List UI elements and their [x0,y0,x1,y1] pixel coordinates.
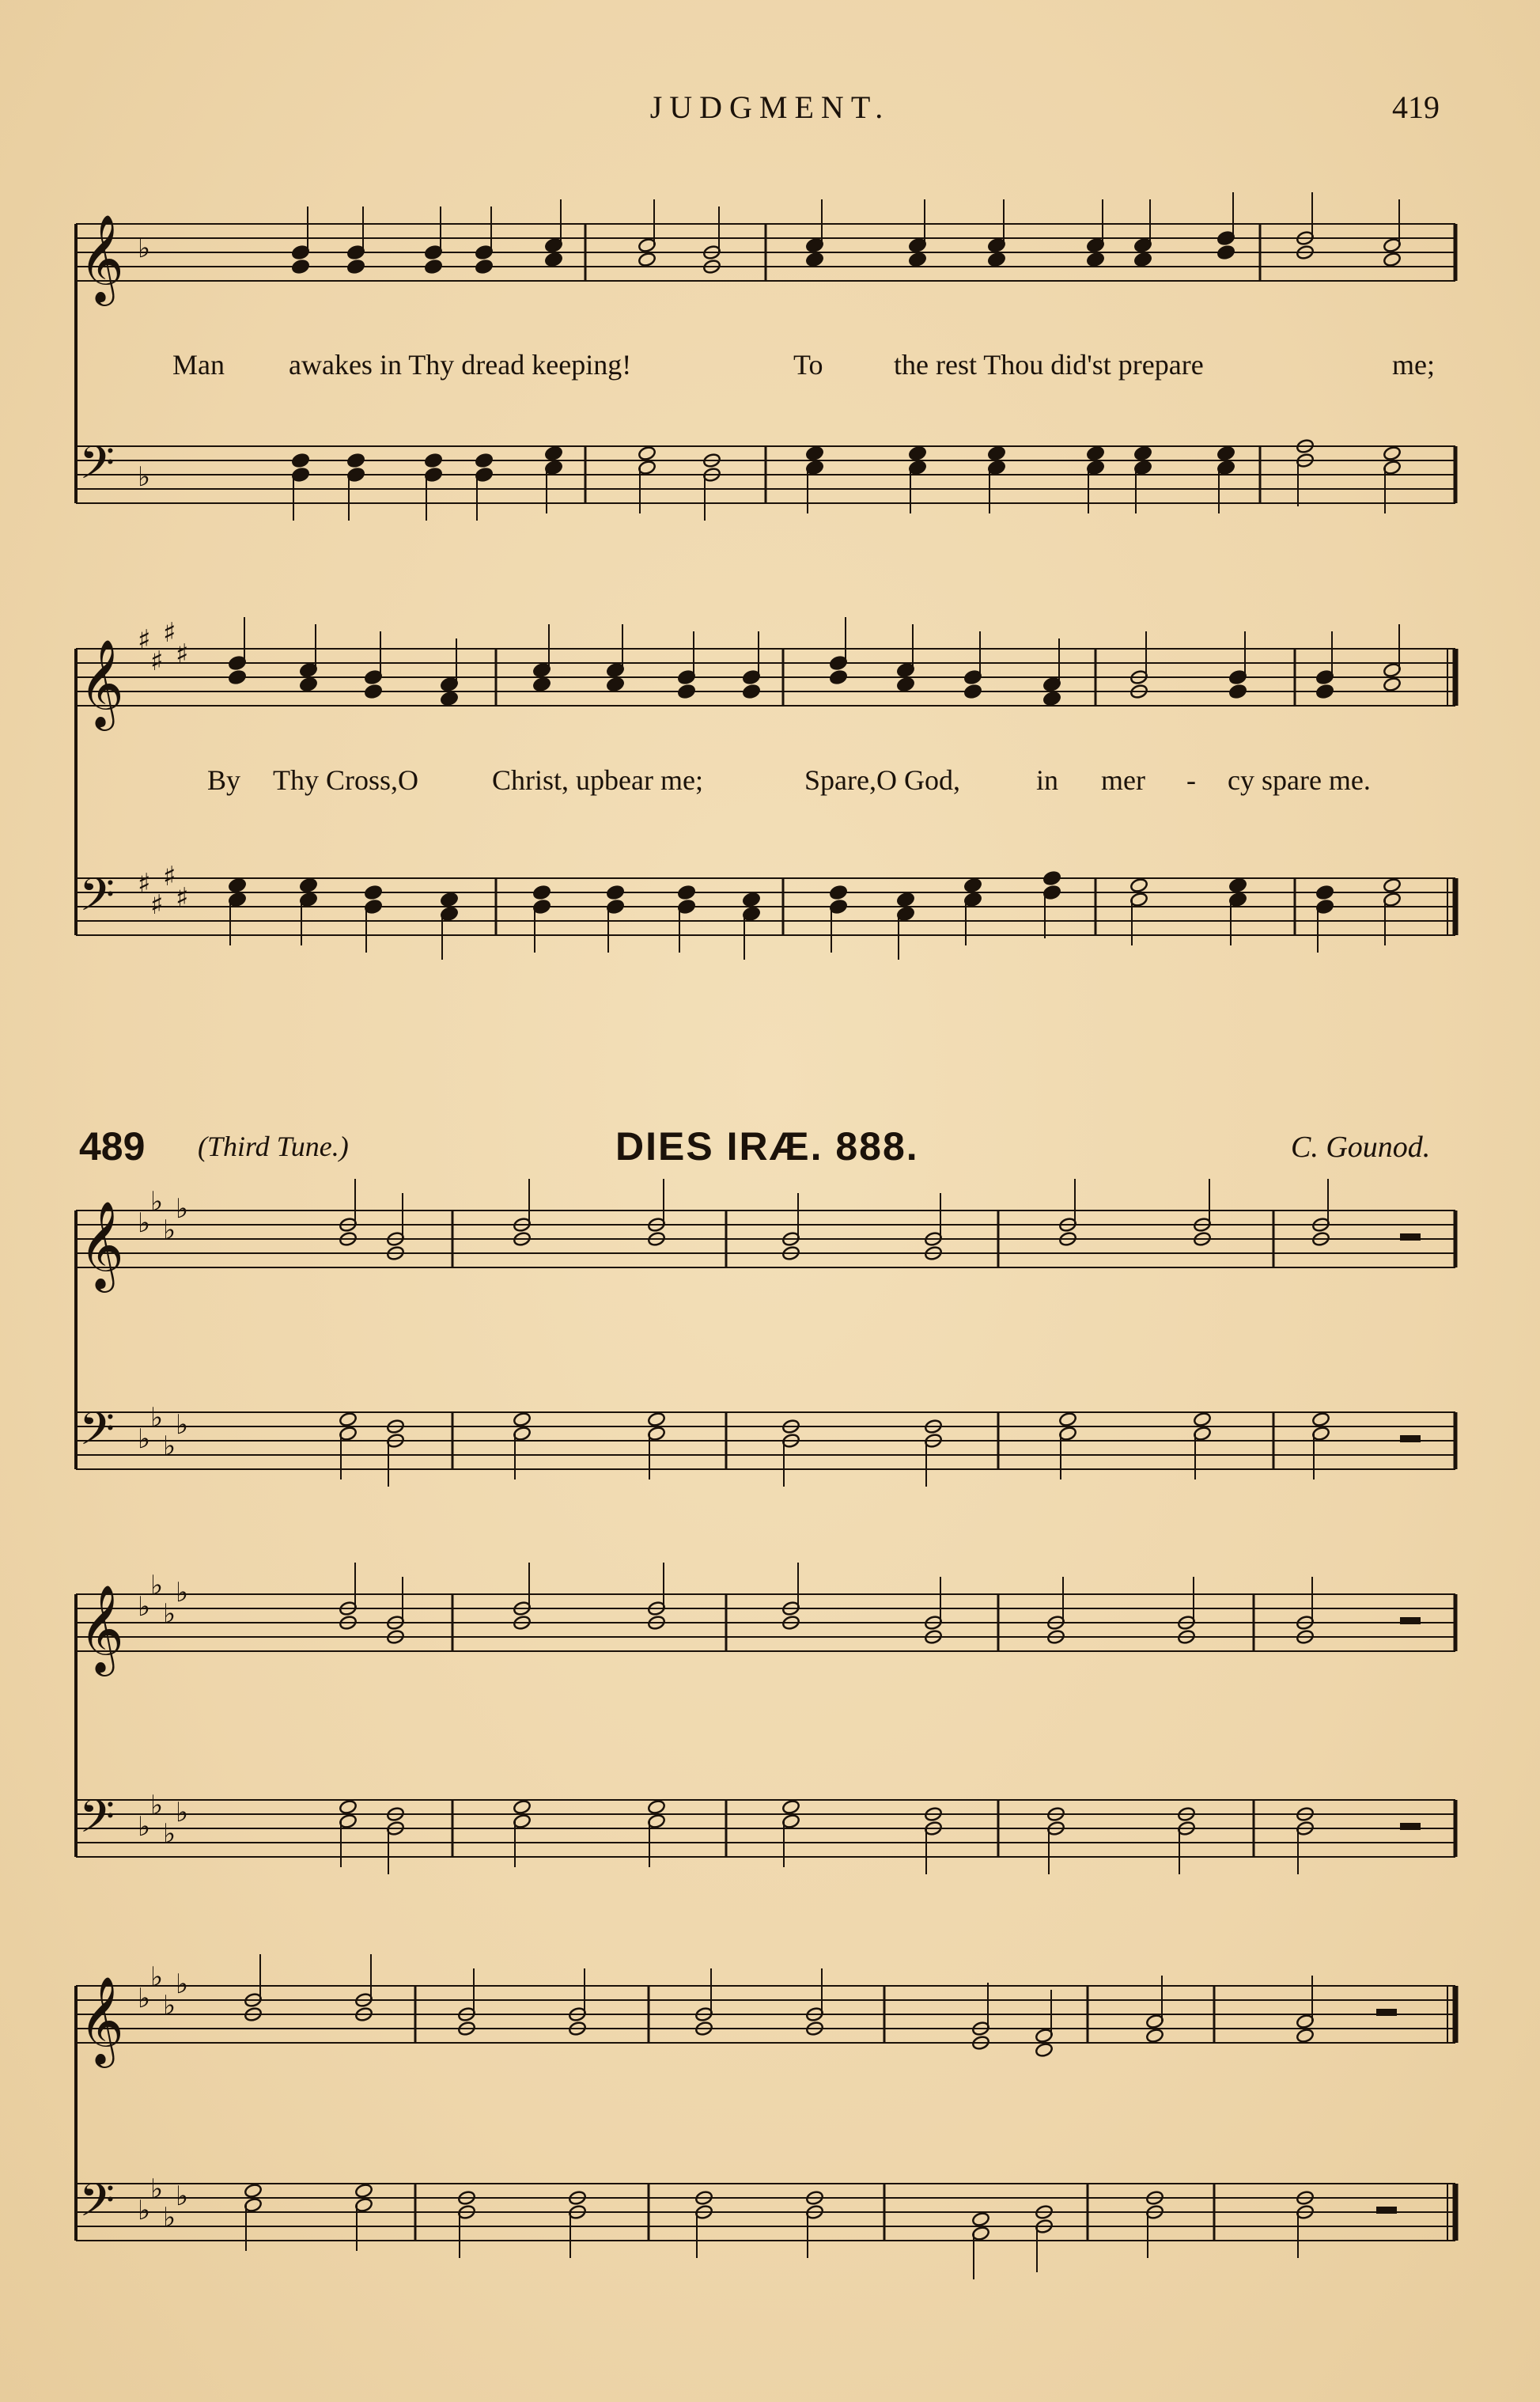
quarter-note [475,453,494,468]
half-note [647,1799,666,1815]
half-rest-icon [1400,1233,1421,1241]
quarter-note [364,684,383,699]
flat-icon: ♭ [138,1207,151,1239]
flat-icon: ♭ [138,1423,151,1455]
treble-clef-icon: 𝄞 [79,1976,124,2064]
half-note [1193,1411,1212,1427]
flat-icon: ♭ [163,1430,176,1462]
hymn-composer: C. Gounod. [1291,1131,1431,1164]
lyric-word: Thy Cross,O [273,764,419,796]
half-rest-icon [1376,2207,1397,2214]
quarter-note [440,892,459,907]
flat-icon: ♭ [163,1214,176,1246]
flat-icon: ♭ [138,1591,151,1623]
quarter-note [291,453,310,468]
sharp-icon: ♯ [176,882,189,914]
sharp-icon: ♯ [150,646,164,677]
lyric-word: the rest Thou did'st prepare [894,349,1204,381]
page-number: 419 [1392,89,1440,125]
quarter-note [987,445,1006,461]
half-rest-icon [1376,2009,1397,2016]
quarter-note [1216,244,1235,260]
sharp-icon: ♯ [138,868,151,900]
quarter-note [896,892,915,907]
half-note [1311,1411,1330,1427]
half-note [1296,2028,1315,2044]
lyric-word: mer [1101,764,1145,796]
flat-icon: ♭ [150,2173,164,2205]
quarter-note [346,259,365,275]
treble-clef-icon: 𝄞 [79,214,124,302]
half-note [339,1411,358,1427]
half-rest-icon [1400,1617,1421,1624]
quarter-note [424,259,443,275]
flat-icon: ♭ [176,1577,189,1608]
half-note [1383,252,1402,267]
quarter-note [987,252,1006,267]
quarter-note [544,252,563,267]
half-note [1383,445,1402,461]
quarter-note [963,684,982,699]
quarter-note [299,676,318,692]
flat-icon: ♭ [176,1968,189,2000]
quarter-note [228,877,247,893]
flat-icon: ♭ [163,2202,176,2233]
flat-icon: ♭ [176,1797,189,1828]
quarter-note [1228,877,1247,893]
quarter-note [1228,684,1247,699]
flat-icon: ♭ [150,1961,164,1993]
flat-icon: ♭ [150,1790,164,1821]
treble-clef-icon: 𝄞 [79,1200,124,1289]
quarter-note [606,676,625,692]
quarter-note [606,885,625,900]
half-note [339,1799,358,1815]
treble-clef-icon: 𝄞 [79,1584,124,1673]
quarter-note [440,691,459,707]
lyric-word: By [207,764,241,796]
sharp-icon: ♯ [176,638,189,670]
quarter-note [677,684,696,699]
flat-icon: ♭ [163,1598,176,1630]
lyric-word: me; [1392,349,1435,381]
flat-icon: ♭ [138,233,151,264]
lyric-word: To [793,349,823,381]
flat-icon: ♭ [138,1811,151,1843]
lyric-word: - [1186,764,1196,796]
flat-icon: ♭ [176,1409,189,1441]
bass-clef-icon: 𝄢 [79,436,115,501]
quarter-note [424,453,443,468]
hymn-title: DIES IRÆ. 888. [615,1124,919,1169]
quarter-note [532,885,551,900]
hymn-tune-note: (Third Tune.) [198,1131,349,1162]
quarter-note [896,676,915,692]
flat-icon: ♭ [163,1818,176,1850]
quarter-note [299,877,318,893]
quarter-note [805,445,824,461]
quarter-note [1086,445,1105,461]
half-note [354,2183,373,2199]
quarter-note [1216,445,1235,461]
quarter-note [1315,885,1334,900]
half-note [638,445,656,461]
half-note [513,1411,532,1427]
running-head: JUDGMENT. [649,89,891,125]
half-note [781,1799,800,1815]
lyric-word: Man [172,349,225,381]
quarter-note [963,877,982,893]
sharp-icon: ♯ [163,861,176,892]
bass-clef-icon: 𝄢 [79,1402,115,1467]
quarter-note [291,259,310,275]
quarter-note [475,259,494,275]
treble-clef-icon: 𝄞 [79,638,124,727]
half-note [971,2211,990,2227]
flat-icon: ♭ [138,2195,151,2226]
half-rest-icon [1400,1435,1421,1442]
lyric-word: Christ, upbear me; [492,764,703,796]
quarter-note [829,885,848,900]
half-note [513,1799,532,1815]
half-note [647,1411,666,1427]
bass-clef-icon: 𝄢 [79,1790,115,1855]
quarter-note [544,445,563,461]
quarter-note [364,885,383,900]
quarter-note [346,453,365,468]
quarter-note [829,669,848,685]
quarter-note [1042,870,1061,886]
flat-icon: ♭ [150,1402,164,1434]
flat-icon: ♭ [163,1990,176,2021]
half-note [1383,676,1402,692]
lyric-word: in [1036,764,1059,796]
quarter-note [1042,691,1061,707]
sharp-icon: ♯ [138,624,151,656]
lyric-word: Spare,O God, [804,764,960,796]
half-note [638,252,656,267]
flat-icon: ♭ [176,2180,189,2212]
half-note [1035,2042,1054,2058]
quarter-note [742,892,761,907]
quarter-note [908,445,927,461]
quarter-note [1133,252,1152,267]
quarter-note [1315,684,1334,699]
flat-icon: ♭ [176,1193,189,1225]
quarter-note [908,252,927,267]
half-note [1058,1411,1077,1427]
half-note [1129,877,1148,893]
quarter-note [532,676,551,692]
bass-clef-icon: 𝄢 [79,2173,115,2238]
quarter-note [228,669,247,685]
quarter-note [1086,252,1105,267]
sharp-icon: ♯ [150,889,164,921]
half-note [1383,877,1402,893]
flat-icon: ♭ [138,461,151,493]
half-note [1145,2028,1164,2044]
quarter-note [805,252,824,267]
hymn-number: 489 [79,1124,146,1169]
flat-icon: ♭ [150,1186,164,1218]
bass-clef-icon: 𝄢 [79,868,115,933]
half-rest-icon [1400,1823,1421,1830]
lyric-word: awakes in Thy dread keeping! [289,349,632,381]
quarter-note [1133,445,1152,461]
lyric-word: cy spare me. [1228,764,1371,796]
half-note [244,2183,263,2199]
flat-icon: ♭ [138,1983,151,2014]
sharp-icon: ♯ [163,617,176,649]
quarter-note [677,885,696,900]
flat-icon: ♭ [150,1570,164,1601]
quarter-note [742,684,761,699]
